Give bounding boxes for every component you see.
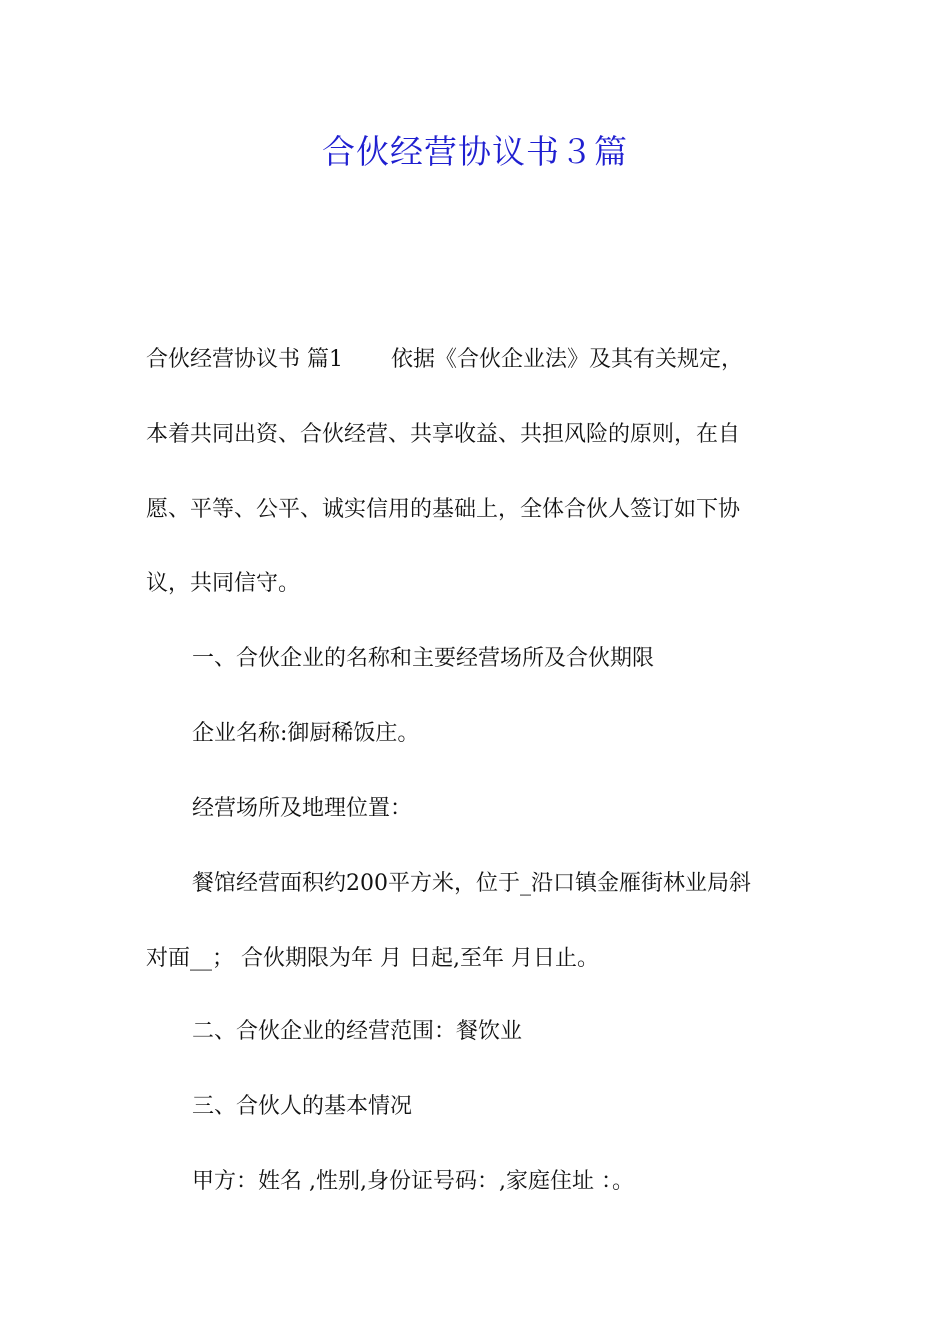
section2-heading: 二、合伙企业的经营范围：餐饮业 (192, 1019, 523, 1044)
intro-line-4: 议，共同信守。 (146, 571, 301, 596)
company-name-line: 企业名称:御厨稀饭庄。 (192, 721, 420, 746)
intro-line-3: 愿、平等、公平、诚实信用的基础上，全体合伙人签订如下协 (146, 497, 741, 522)
section3-heading: 三、合伙人的基本情况 (192, 1094, 413, 1119)
intro-line-2: 本着共同出资、合伙经营、共享收益、共担风险的原则，在自 (146, 422, 741, 447)
location-line-1: 餐馆经营面积约200平方米，位于_沿口镇金雁街林业局斜 (192, 871, 751, 896)
location-line-2: 对面__； 合伙期限为年 月 日起,至年 月日止。 (146, 946, 599, 971)
intro-text-start: 依据《合伙企业法》及其有关规定， (391, 347, 744, 372)
article-heading: 合伙经营协议书 篇1 (146, 347, 343, 372)
location-label: 经营场所及地理位置： (192, 796, 413, 821)
party-a-line: 甲方：姓名 ,性别,身份证号码：,家庭住址 ：。 (192, 1169, 634, 1194)
intro-line-1 (146, 340, 826, 380)
document-title: 合伙经营协议书３篇 (322, 132, 628, 171)
section1-heading: 一、合伙企业的名称和主要经营场所及合伙期限 (192, 646, 655, 671)
